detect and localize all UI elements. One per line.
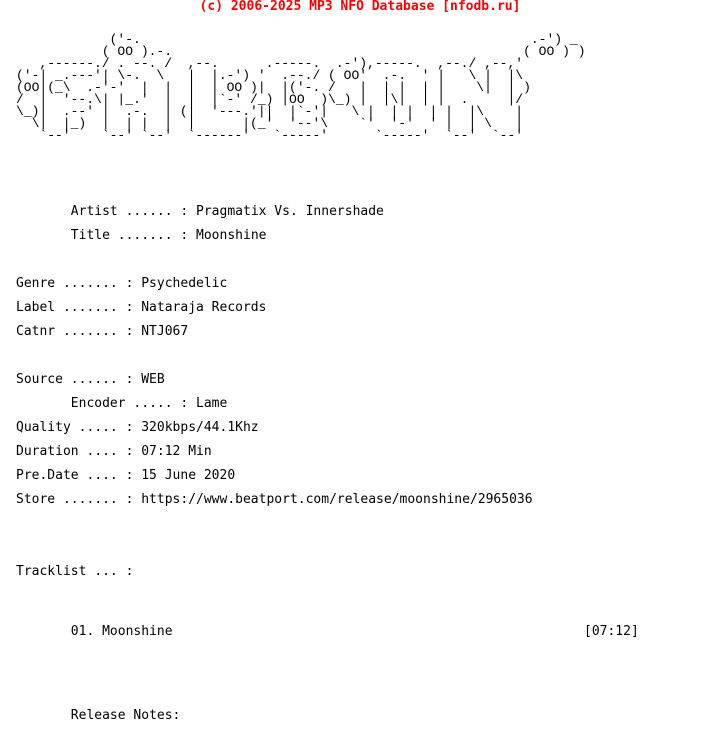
label-value: Nataraja Records: [141, 300, 267, 315]
store-row: [16, 494, 586, 506]
duration-value: 07:12 Min: [141, 444, 212, 459]
track-duration: [07:12]: [584, 624, 639, 639]
store-label: Store ....... :: [16, 492, 134, 507]
release-notes-header: [16, 710, 586, 722]
duration-label: Duration .... :: [16, 444, 134, 459]
duration-row: [16, 446, 586, 458]
genre-label: Genre ....... :: [16, 276, 134, 291]
tracklist-header: [16, 566, 586, 578]
source-label: Source ...... :: [16, 372, 134, 387]
nfodb-credit-header: (c) 2006-2025 MP3 NFO Database [nfodb.ru]: [199, 0, 521, 14]
label-row: [16, 302, 586, 314]
title-row: [16, 230, 586, 242]
label-label: Label ....... :: [16, 300, 134, 315]
genre-row: [16, 278, 586, 290]
encoder-row: [16, 398, 586, 410]
artist-label: Artist ...... :: [70, 204, 189, 219]
title-label: Title ....... :: [70, 228, 189, 243]
quality-row: [16, 422, 586, 434]
catnr-row: [16, 326, 586, 338]
tracklist-label: Tracklist ... :: [16, 564, 134, 579]
track-row: [16, 624, 639, 639]
artist-value: Pragmatix Vs. Innershade: [196, 204, 384, 219]
encoder-value: Lame: [196, 396, 228, 411]
genre-value: Psychedelic: [141, 276, 228, 291]
predate-row: [16, 470, 586, 482]
release-notes-label: Release Notes:: [70, 708, 181, 723]
source-value: WEB: [141, 372, 165, 387]
track-name: 01. Moonshine: [70, 624, 173, 639]
artist-row: [16, 206, 586, 218]
quality-value: 320kbps/44.1Khz: [141, 420, 259, 435]
encoder-label: Encoder ..... :: [70, 396, 189, 411]
catnr-label: Catnr ....... :: [16, 324, 134, 339]
release-info: [16, 194, 639, 734]
ascii-logo: ('-. .-') _ ( OO ).-. ( OO ) ) ,------./ . --. / ,--. .-----. .-'),-----. ,--./ ,--,' ('-| _.---'| \-. \ | |.-') ' .--./ ( OO' .-. ' | \ | |\ (OO|(_\ .-'-' | | | | OO )| |('-. / | | | | | \| | ) / | '--.\| |_.' | | |`-' /_) |OO )\_) | |\| | | . |/ \_)| .--' | .-. | (| '---.'|| |`-'| \ | | | | | |\ | \| |_) | | | | | |(_' '--'\ `' '-' ' | | \ | `--' `--' `--' `------' `-----' `-----' `--' `--': [16, 32, 586, 143]
predate-label: Pre.Date .... :: [16, 468, 134, 483]
store-value: https://www.beatport.com/release/moonshine/2965036: [141, 492, 533, 507]
catnr-value: NTJ067: [141, 324, 189, 339]
nfo-document: [16, 22, 639, 746]
source-row: [16, 374, 586, 386]
quality-label: Quality ..... :: [16, 420, 134, 435]
title-value: Moonshine: [196, 228, 267, 243]
predate-value: 15 June 2020: [141, 468, 236, 483]
